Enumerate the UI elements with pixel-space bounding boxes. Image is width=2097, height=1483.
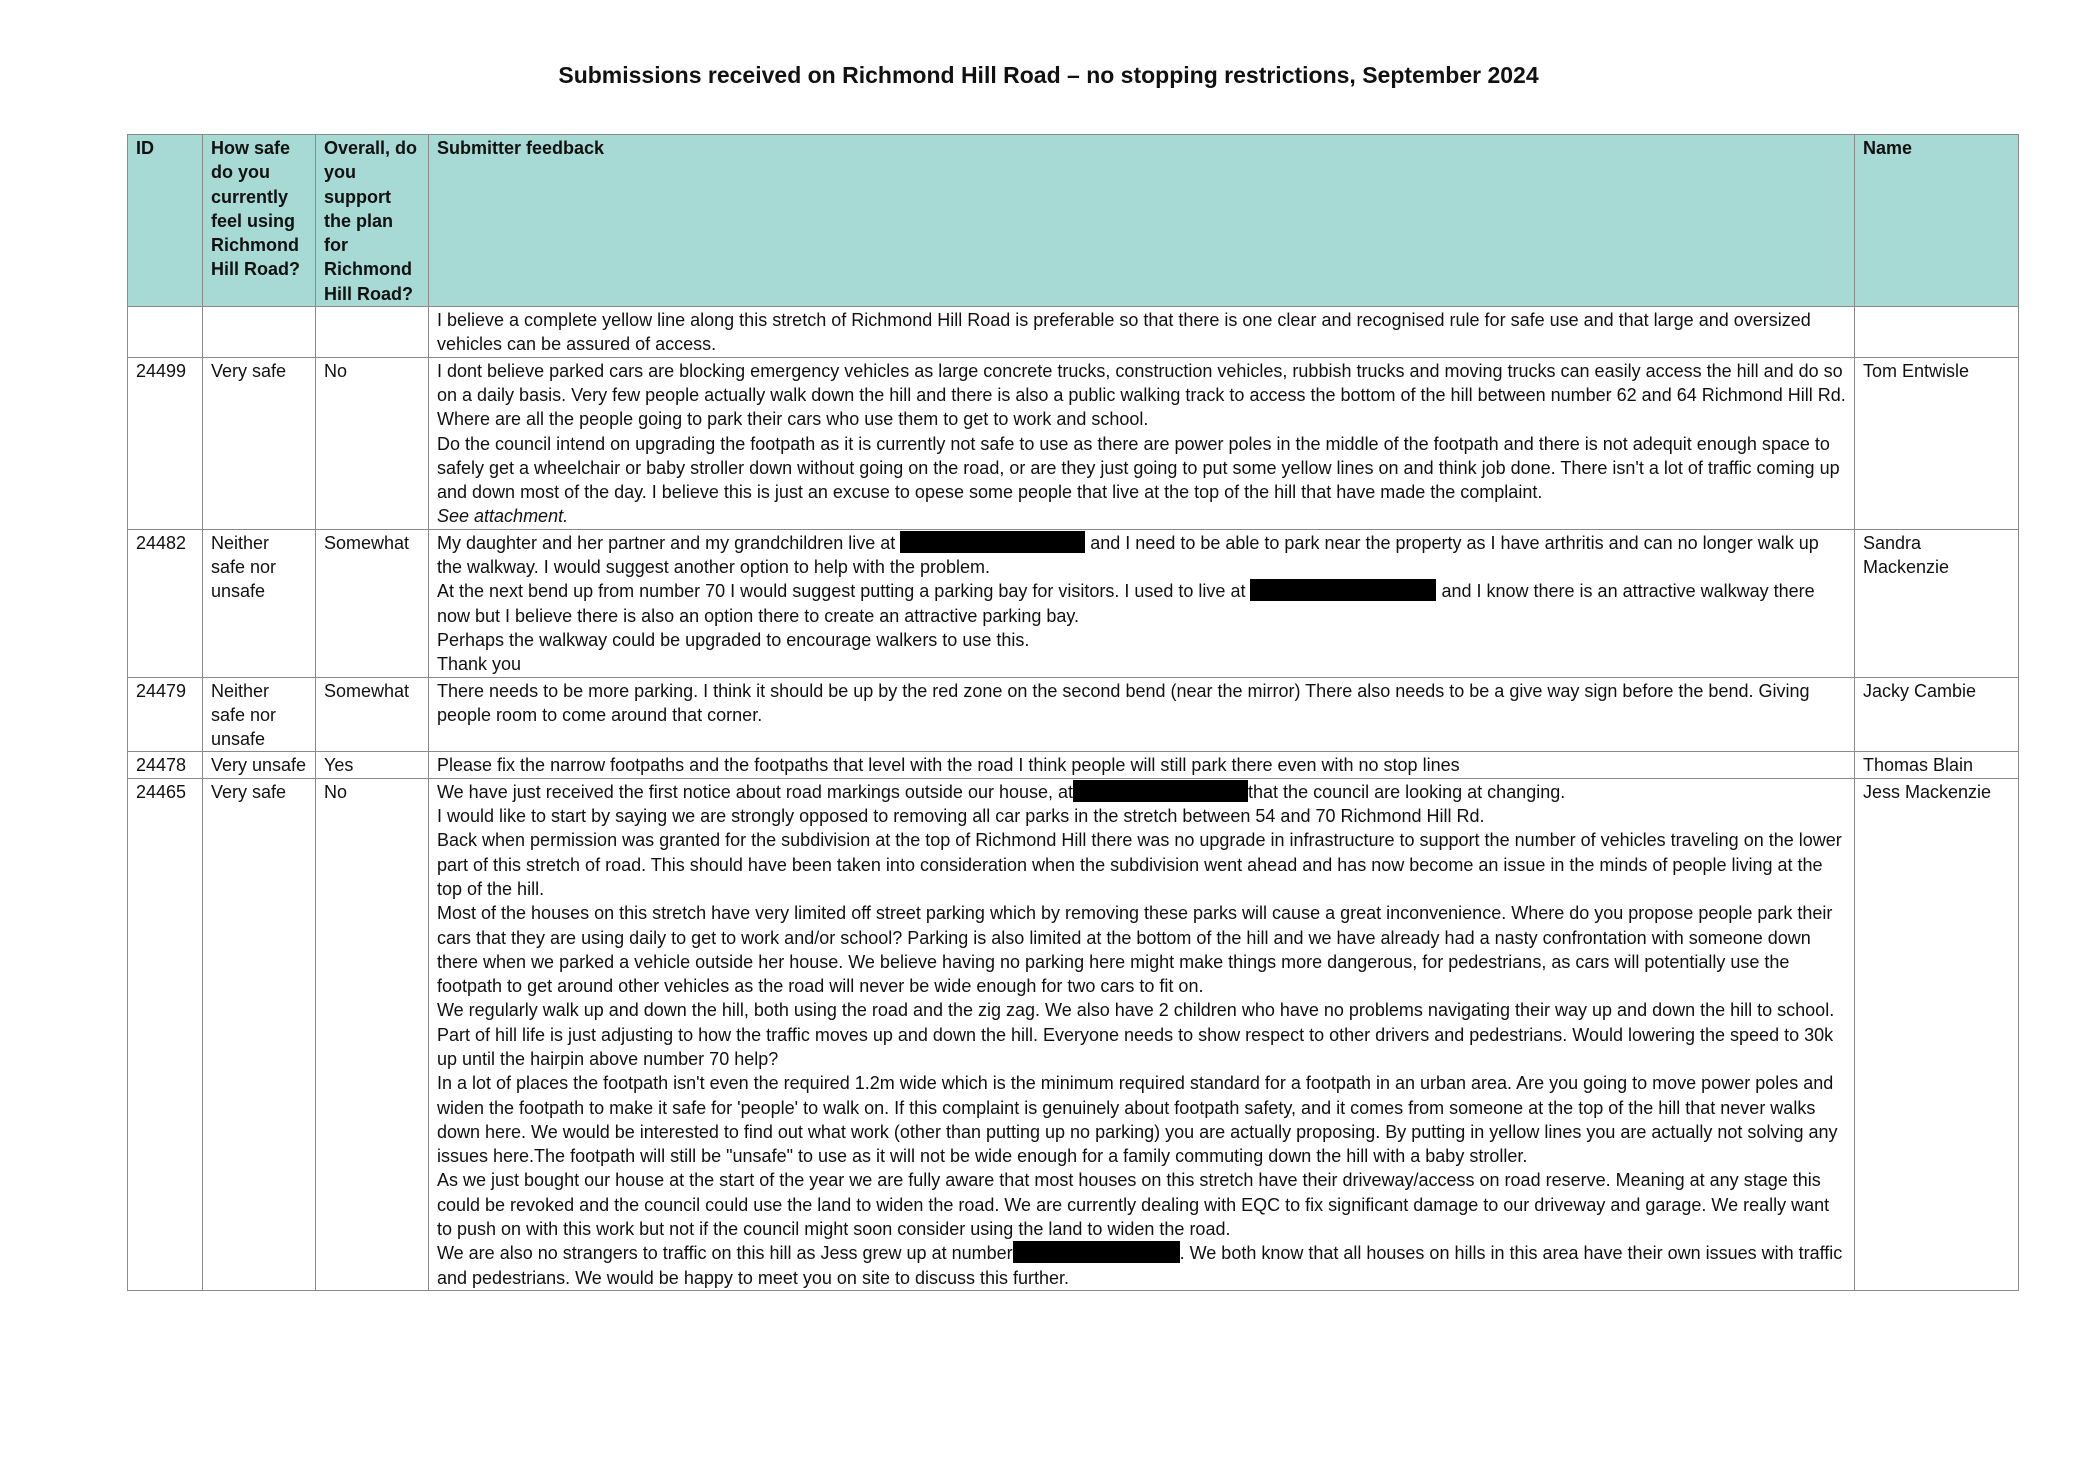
feedback-paragraph: In a lot of places the footpath isn't even the required 1.2m wide which is the minimum required standard for a footpath in an urban area. Are you going to move power poles and widen the footpath to make it safe for 'people' to walk on. If this complaint is genuinely about footpath safety, and it comes from someone at the top of the hill that never walks down here. We would be interested to find out what work (other than putting up no parking) you are actually proposing. By putting in yellow lines you are actually not solving any issues here.The footpath will still be "unsafe" to use as it will not be wide enough for a family commuting down the hill with a baby stroller.	[437, 1073, 1838, 1167]
cell-feedback	[429, 778, 1855, 1290]
cell-feedback	[429, 677, 1855, 752]
header-support: Overall, do you support the plan for Richmond Hill Road?	[316, 135, 429, 307]
cell-name: Sandra Mackenzie	[1855, 529, 2019, 677]
redacted-address	[1250, 579, 1436, 601]
feedback-paragraph: We have just received the first notice about road markings outside our house, at that the council are looking at changing.	[437, 781, 1566, 802]
feedback-paragraph: Thank you	[437, 654, 522, 675]
feedback-paragraph: At the next bend up from number 70 I would suggest putting a parking bay for visitors. I used to live at and I know there is an attractive walkway there now but I believe there is also an option there to create an attractive parking bay.	[437, 581, 1815, 626]
cell-safety: Neither safe nor unsafe	[203, 677, 316, 752]
header-feedback: Submitter feedback	[429, 135, 1855, 307]
cell-safety: Very safe	[203, 357, 316, 529]
cell-feedback	[429, 752, 1855, 778]
table-row	[128, 778, 2019, 1290]
feedback-paragraph: I believe a complete yellow line along this stretch of Richmond Hill Road is preferable so that there is one clear and recognised rule for safe use and that large and oversized vehicles can be assured of access.	[437, 310, 1811, 355]
cell-id: 24478	[128, 752, 203, 778]
cell-id	[128, 307, 203, 358]
cell-support	[316, 307, 429, 358]
feedback-paragraph: Do the council intend on upgrading the footpath as it is currently not safe to use as there are power poles in the middle of the footpath and there is not adequit enough space to safely get a wheelchair or baby stroller down without going on the road, or are they just going to put some yellow lines on and think job done. There isn't a lot of traffic coming up and down most of the day. I believe this is just an excuse to opese some people that live at the top of the hill that have made the complaint.	[437, 433, 1840, 503]
redacted-address	[1073, 780, 1248, 802]
cell-feedback	[429, 357, 1855, 529]
table-row	[128, 677, 2019, 752]
table-row	[128, 529, 2019, 677]
cell-id: 24479	[128, 677, 203, 752]
cell-support: No	[316, 778, 429, 1290]
feedback-paragraph: Back when permission was granted for the subdivision at the top of Richmond Hill there was no upgrade in infrastructure to support the number of vehicles traveling on the lower part of this stretch of road. This should have been taken into consideration when the subdivision went ahead and has now become an issue in the minds of people living at the top of the hill.	[437, 830, 1842, 899]
table-row	[128, 307, 2019, 358]
redacted-address	[1013, 1241, 1180, 1263]
cell-safety: Very safe	[203, 778, 316, 1290]
cell-safety: Very unsafe	[203, 752, 316, 778]
header-id: ID	[128, 135, 203, 307]
cell-name: Thomas Blain	[1855, 752, 2019, 778]
feedback-paragraph: Perhaps the walkway could be upgraded to encourage walkers to use this.	[437, 629, 1030, 650]
cell-feedback	[429, 529, 1855, 677]
page-title: Submissions received on Richmond Hill Road – no stopping restrictions, September 2024	[558, 62, 1539, 88]
cell-id: 24465	[128, 778, 203, 1290]
cell-id: 24482	[128, 529, 203, 677]
feedback-paragraph: My daughter and her partner and my grandchildren live at and I need to be able to park near the property as I have arthritis and can no longer walk up the walkway. I would suggest another option to help with the problem.	[437, 532, 1819, 578]
redacted-address	[900, 531, 1085, 553]
feedback-paragraph: Most of the houses on this stretch have very limited off street parking which by removing these parks will cause a great inconvenience. Where do you propose people park their cars that they are using daily to get to work and/or school? Parking is also limited at the bottom of the hill and we have already had a nasty confrontation with someone down there when we parked a vehicle outside her house. We believe having no parking here might make things more dangerous, for pedestrians, as cars will potentially use the footpath to get around other vehicles as the road will never be wide enough for two cars to fit on.	[437, 903, 1833, 997]
feedback-paragraph: Please fix the narrow footpaths and the footpaths that level with the road I think people will still park there even with no stop lines	[437, 755, 1460, 776]
feedback-paragraph: I would like to start by saying we are strongly opposed to removing all car parks in the stretch between 54 and 70 Richmond Hill Rd.	[437, 806, 1485, 827]
cell-name	[1855, 307, 2019, 358]
feedback-paragraph: As we just bought our house at the start of the year we are fully aware that most houses on this stretch have their driveway/access on road reserve. Meaning at any stage this could be revoked and the council could use the land to widen the road. We are currently dealing with EQC to fix significant damage to our driveway and garage. We really want to push on with this work but not if the council might soon consider using the land to widen the road.	[437, 1170, 1830, 1240]
feedback-paragraph: There needs to be more parking. I think it should be up by the red zone on the second bend (near the mirror) There also needs to be a give way sign before the bend. Giving people room to come around that corner.	[437, 680, 1810, 725]
attachment-note: See attachment.	[437, 506, 569, 527]
cell-name: Tom Entwisle	[1855, 357, 2019, 529]
feedback-paragraph: I dont believe parked cars are blocking emergency vehicles as large concrete trucks, construction vehicles, rubbish trucks and moving trucks can easily access the hill and do so on a daily basis. Very few people actually walk down the hill and there is also a public walking track to access the bottom of the hill between number 62 and 64 Richmond Hill Rd.	[437, 360, 1846, 405]
header-name: Name	[1855, 135, 2019, 307]
feedback-paragraph: Where are all the people going to park their cars who use them to get to work and school.	[437, 409, 1149, 430]
cell-support: Somewhat	[316, 677, 429, 752]
cell-safety	[203, 307, 316, 358]
table-header-row	[128, 135, 2019, 307]
submissions-table	[127, 134, 2019, 1291]
cell-name: Jess Mackenzie	[1855, 778, 2019, 1290]
cell-support: Somewhat	[316, 529, 429, 677]
feedback-paragraph: We are also no strangers to traffic on this hill as Jess grew up at number . We both know that all houses on hills in this area have their own issues with traffic and pedestrians. We would be happy to meet you on site to discuss this further.	[437, 1243, 1843, 1288]
cell-support: No	[316, 357, 429, 529]
feedback-paragraph: We regularly walk up and down the hill, both using the road and the zig zag. We also have 2 children who have no problems navigating their way up and down the hill to school. Part of hill life is just adjusting to how the traffic moves up and down the hill. Everyone needs to show respect to other drivers and pedestrians. Would lowering the speed to 30k up until the hairpin above number 70 help?	[437, 1000, 1835, 1069]
cell-feedback	[429, 307, 1855, 358]
cell-name: Jacky Cambie	[1855, 677, 2019, 752]
table-row	[128, 357, 2019, 529]
cell-support: Yes	[316, 752, 429, 778]
table-row	[128, 752, 2019, 778]
cell-id: 24499	[128, 357, 203, 529]
cell-safety: Neither safe nor unsafe	[203, 529, 316, 677]
header-safety: How safe do you currently feel using Richmond Hill Road?	[203, 135, 316, 307]
